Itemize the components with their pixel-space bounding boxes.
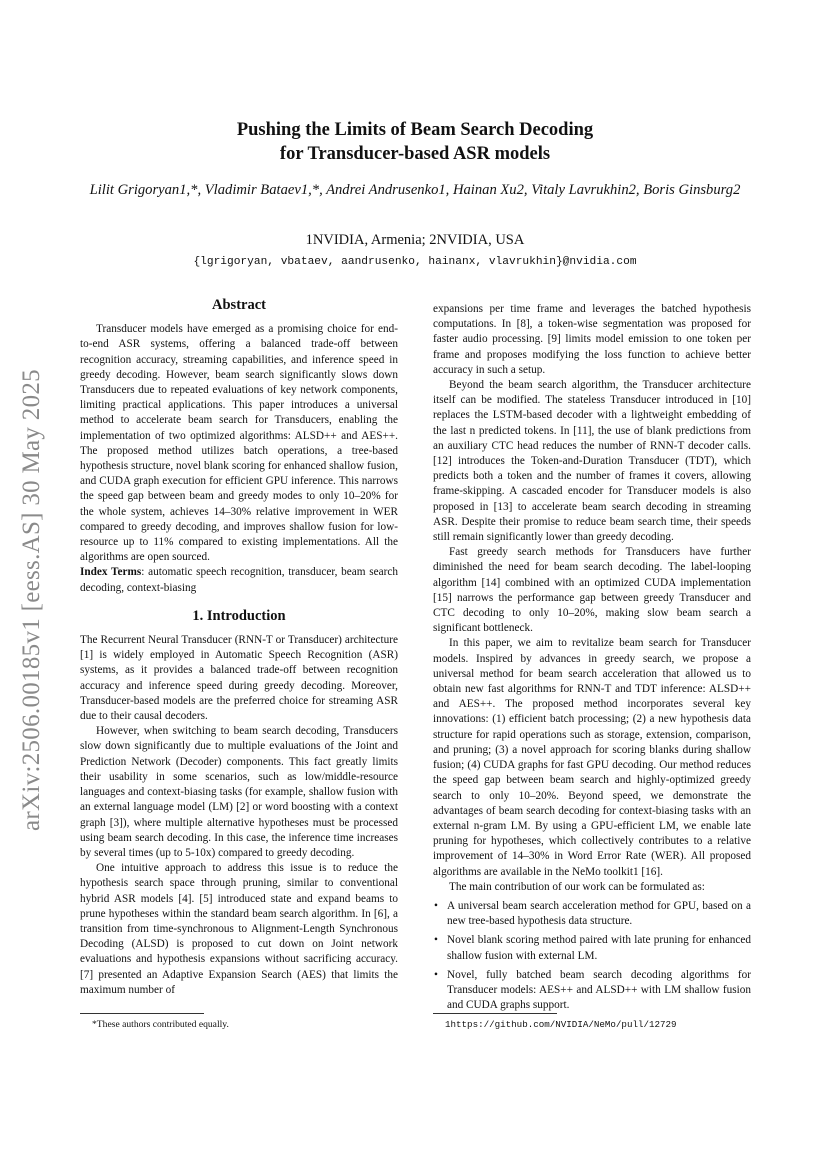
paragraph: Fast greedy search methods for Transducers have further diminished the need for beam search decoding. The label-looping algorithm [14] combined with an optimized CUDA implementation [15] narrows the performance gap between greedy Transducer and CTC decoding to only 10–20%, making slow beam search a significant bottleneck. [433, 546, 751, 635]
abstract-heading: Abstract [212, 297, 266, 313]
list-item: • Novel blank scoring method paired with late pruning for enhanced shallow fusion with external LM. [434, 934, 751, 962]
footnote-right: 1https://github.com/NVIDIA/NeMo/pull/12729 [445, 1019, 677, 1030]
contribution-list [433, 899, 751, 1013]
index-terms-text: : automatic speech recognition, transducer, beam search decoding, context-biasing [80, 566, 398, 594]
footnote-left: *These authors contributed equally. [92, 1019, 229, 1030]
paper-title [100, 118, 730, 166]
paragraph: One intuitive approach to address this issue is to reduce the hypothesis search space through pruning, similar to conventional hybrid ASR models [4]. [5] introduced state and expand beams to prune hypotheses within the standard beam search algorithm. In [6], a transition from time-synchronous to Alignment-Length Synchronous Decoding (ALSD) is proposed to cut down on Joint network evaluations and hypothesis expansions without sacrificing accuracy. [7] presented an Adaptive Expansion Search (AES) that limits the maximum number of [80, 862, 398, 996]
abstract-text: Transducer models have emerged as a promising choice for end-to-end ASR systems, offering a balanced trade-off between recognition accuracy, streaming capabilities, and inference speed in greedy decoding. However, beam search significantly slows down Transducers due to repeated evaluations of key network components, limiting practical applications. This paper introduces a universal method to accelerate beam search for Transducers, enabling the implementation of two optimized algorithms: ALSD++ and AES++. The proposed method utilizes batch operations, a tree-based hypothesis structure, novel blank scoring for enhanced shallow fusion, and CUDA graph execution for efficient GPU inference. This narrows the speed gap between beam and greedy modes to only 10–20% for the whole system, achieves 14–30% relative improvement in WER compared to greedy decoding, and improves shallow fusion for low-resource up to 11% compared to existing implementations. All the algorithms are open sourced. [80, 323, 398, 564]
paragraph: Beyond the beam search algorithm, the Transducer architecture itself can be modified. The stateless Transducer introduced in [10] replaces the LSTM-based decoder with a lightweight embedding of the last n predicted tokens. In [11], the use of blank predictions from an auxiliary CTC head reduces the number of RNN-T decoder calls. [12] introduces the Token-and-Duration Transducer (TDT), which predicts both a token and the number of frames it covers, allowing frame-skipping. A cascaded encoder for Transducer models is also proposed in [13] to accelerate beam search decoding in streaming ASR. Despite their promise to reduce beam search time, their speeds still remain significantly lower than greedy decoding. [433, 379, 751, 544]
list-item: • Novel, fully batched beam search decoding algorithms for Transducer models: AES++ and ALSD++ with LM shallow fusion and CUDA graphs support. [434, 968, 751, 1012]
right-column [433, 302, 751, 1013]
paragraph: In this paper, we aim to revitalize beam search for Transducer models. Inspired by advances in greedy search, we propose a universal method for beam search acceleration that allowed us to obtain new fast algorithms for RNN-T and TDT inference: ALSD++ and AES++. The proposed method incorporates several key innovations: (1) efficient batch processing; (2) a new hypothesis data structure for rapid operations such as storage, extension, comparison, and pruning; (3) a novel approach for scoring blanks during shallow fusion; (4) CUDA graphs for fast GPU decoding. Our method reduces the speed gap between beam search and highly-optimized greedy search to only 10–20%. Beyond speed, we demonstrate the advantages of beam search decoding for context-biasing tasks with an external n-gram LM. By using a GPU-efficient LM, we enable late pruning for hypotheses, which collectively contributes to a relative improvement of 14–30% in Word Error Rate (WER). All proposed algorithms are available in the NeMo toolkit1 [16]. [433, 637, 751, 878]
title-line-1: Pushing the Limits of Beam Search Decoding [236, 120, 594, 140]
paragraph: expansions per time frame and leverages the batched hypothesis computations. In [8], a token-wise segmentation was proposed for faster audio processing. [9] limits model emission to one token per frame and proposes modifying the loss function to achieve better accuracy in such a setup. [433, 303, 751, 376]
author-emails: {lgrigoryan, vbataev, aandrusenko, hainanx, vlavrukhin}@nvidia.com [193, 256, 637, 268]
paragraph: The main contribution of our work can be formulated as: [449, 880, 705, 893]
introduction-heading: 1. Introduction [192, 607, 286, 624]
list-item: • A universal beam search acceleration method for GPU, based on a new tree-based hypothesis data structure. [434, 899, 751, 928]
arxiv-identifier: arXiv:2506.00185v1 [eess.AS] 30 May 2025 [18, 369, 45, 831]
bullet-icon: • [434, 968, 438, 981]
bullet-icon: • [434, 899, 438, 912]
bullet-icon: • [434, 934, 438, 947]
paragraph: The Recurrent Neural Transducer (RNN-T or Transducer) architecture [1] is widely employed in Automatic Speech Recognition (ASR) systems, as it provides a balanced trade-off between recognition accuracy and inference speed during greedy decoding. Moreover, Transducer-based models are the preferred choice for streaming ASR due to their causal decoders. [80, 634, 398, 723]
title-line-2: for Transducer-based ASR models [279, 144, 551, 164]
paragraph: However, when switching to beam search decoding, Transducers slow down significantly due to multiple evaluations of the Joint and Prediction Network (Decoder) components. This fact greatly limits their usability in some scenarios, such as low/middle-resource languages and context-biasing tasks (for example, shallow fusion with an external language model (LM) [2] or word boosting with a context graph [3]), where multiple alternative hypotheses must be processed using beam search decoding. In this case, the inference time increases by several times (up to 5-10x) compared to greedy decoding. [80, 725, 398, 859]
index-terms [80, 565, 398, 595]
affiliations: 1NVIDIA, Armenia; 2NVIDIA, USA [305, 232, 525, 248]
footnote-rule-left [80, 1013, 204, 1014]
left-column [80, 298, 398, 998]
author-list: Lilit Grigoryan1,*, Vladimir Bataev1,*, Andrei Andrusenko1, Hainan Xu2, Vitaly Lavrukhin2, Boris Ginsburg2 [89, 182, 741, 198]
index-terms-label: Index Terms [80, 566, 142, 579]
footnote-rule-right [433, 1013, 557, 1014]
